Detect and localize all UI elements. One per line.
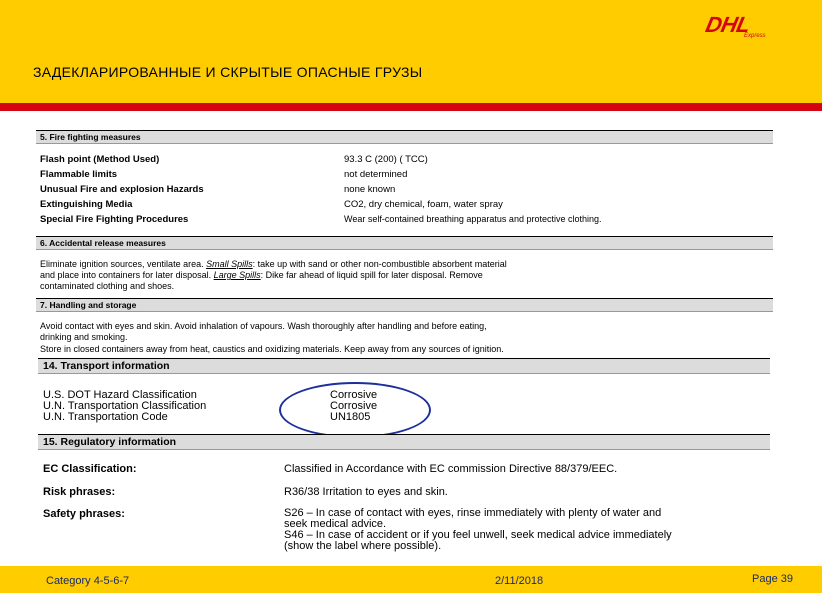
section-14-heading: 14. Transport information [38,358,770,374]
footer-page-number: Page 39 [752,573,793,585]
footer-date: 2/11/2018 [495,575,544,587]
header-divider [0,103,822,111]
s6-text-5: contaminated clothing and shoes. [40,281,175,291]
s15-safety-l2: seek medical advice. [284,518,387,530]
s14-label-0: U.S. DOT Hazard Classification [43,389,197,401]
section-15 [38,434,770,450]
s15-ec-value: Classified in Accordance with EC commission Directive 88/379/EEC. [284,463,618,475]
s5-label-3: Extinguishing Media [40,199,133,210]
s15-safety-l4: (show the label where possible). [284,540,442,552]
section-7 [36,298,773,312]
s5-value-3: CO2, dry chemical, foam, water spray [344,199,503,210]
dhl-logo-sub: Express [744,33,766,39]
section-7-heading: 7. Handling and storage [36,298,773,312]
s14-value-2: UN1805 [330,411,371,423]
s15-risk-label: Risk phrases: [43,486,116,498]
s6-text-2: : take up with sand or other non-combustible absorbent material [252,259,507,269]
s15-safety-l3: S46 – In case of accident or if you feel unwell, seek medical advice immediately [284,529,672,541]
s5-value-2: none known [344,184,396,195]
header-bar [0,0,822,103]
s6-paragraph [40,259,775,292]
s7-line-1: Avoid contact with eyes and skin. Avoid inhalation of vapours. Wash thoroughly after handling and before eating, [40,321,487,331]
s6-text-3: and place into containers for later disposal. [40,270,212,280]
section-5 [36,130,773,144]
s14-label-2: U.N. Transportation Code [43,411,168,423]
s15-safety-l1: S26 – In case of contact with eyes, rinse immediately with plenty of water and [284,507,662,519]
section-6 [36,236,773,250]
s6-text-4: : Dike far ahead of liquid spill for later disposal. Remove [260,270,483,280]
section-6-heading: 6. Accidental release measures [36,236,773,250]
s5-label-1: Flammable limits [40,169,118,180]
highlight-circle [279,382,431,438]
section-5-heading: 5. Fire fighting measures [36,130,773,144]
s7-line-2: drinking and smoking. [40,332,128,342]
s7-para-1 [40,321,775,343]
s5-label-2: Unusual Fire and explosion Hazards [40,184,204,195]
footer-category: Category 4-5-6-7 [46,575,130,587]
s5-value-4: Wear self-contained breathing apparatus and protective clothing. [344,214,602,224]
s6-large-spills: Large Spills [213,270,261,280]
s6-small-spills: Small Spills [206,259,253,269]
s15-safety-text [284,508,672,552]
s15-risk-value: R36/38 Irritation to eyes and skin. [284,486,448,498]
s15-safety-label: Safety phrases: [43,508,125,520]
s6-text-1: Eliminate ignition sources, ventilate area. [40,259,204,269]
s5-value-0: 93.3 C (200) ( TCC) [344,154,428,165]
dhl-logo-text: DHL [703,12,753,37]
s5-label-0: Flash point (Method Used) [40,154,160,165]
s7-line-3: Store in closed containers away from heat, caustics and oxidizing materials. Keep away from any sources of ignition. [40,344,504,354]
section-15-heading: 15. Regulatory information [38,434,770,450]
s15-ec-label: EC Classification: [43,463,137,475]
dhl-logo [703,12,806,40]
s14-label-1: U.N. Transportation Classification [43,400,207,412]
s14-value-1: Corrosive [330,400,378,412]
s5-value-1: not determined [344,169,408,180]
section-14 [38,358,770,374]
s14-value-0: Corrosive [330,389,378,401]
s5-label-4: Special Fire Fighting Procedures [40,214,189,225]
page-title: ЗАДЕКЛАРИРОВАННЫЕ И СКРЫТЫЕ ОПАСНЫЕ ГРУЗЫ [33,64,423,80]
